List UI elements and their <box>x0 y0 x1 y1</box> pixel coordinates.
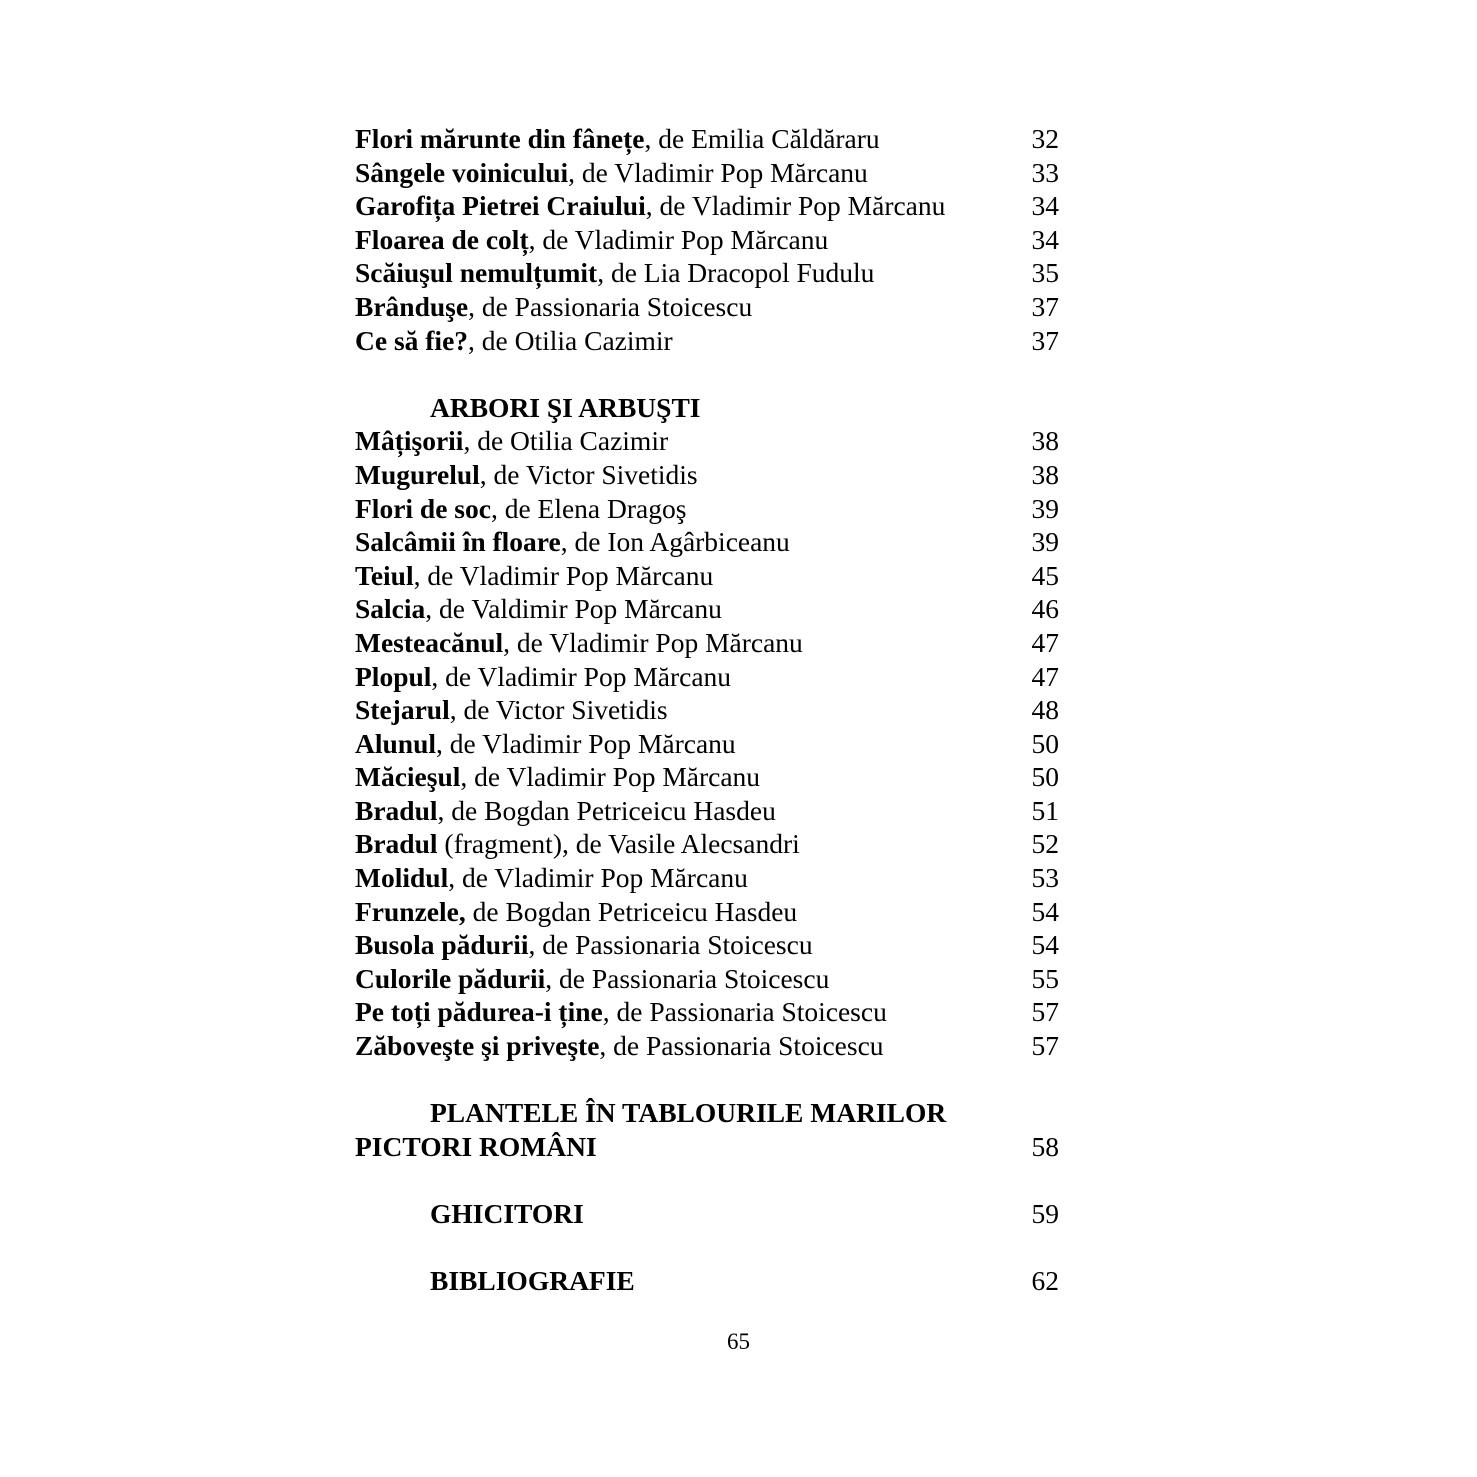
entry-page: 39 <box>1031 526 1059 558</box>
section-spacer <box>355 357 1059 391</box>
entry-author: , de Passionaria Stoicescu <box>602 996 887 1028</box>
entry-author: , de Vladimir Pop Mărcanu <box>436 727 736 759</box>
entry-title: Teiul <box>355 559 414 591</box>
section-heading-paintings-line2 <box>355 1130 1059 1164</box>
table-of-contents <box>355 122 1059 1298</box>
section-heading-trees <box>355 391 1059 425</box>
entry-page: 37 <box>1031 290 1059 322</box>
toc-entry <box>355 525 1059 559</box>
entry-author: , de Passionaria Stoicescu <box>468 290 753 322</box>
toc-entry <box>355 727 1059 761</box>
entry-title: Flori de soc <box>355 492 491 524</box>
section-heading-text: PICTORI ROMÂNI <box>355 1130 597 1162</box>
toc-entry <box>355 458 1059 492</box>
entry-title: Scăiuşul nemulțumit <box>355 257 598 289</box>
entry-author: , de Passionaria Stoicescu <box>545 962 830 994</box>
entry-page: 54 <box>1031 929 1059 961</box>
section-heading-text: PLANTELE ÎN TABLOURILE MARILOR <box>430 1097 947 1129</box>
entry-title: Mâțişorii <box>355 425 464 457</box>
toc-entry <box>355 424 1059 458</box>
entry-author: , de Vladimir Pop Mărcanu <box>503 626 803 658</box>
entry-page: 34 <box>1031 223 1059 255</box>
page-number: 65 <box>727 1329 750 1354</box>
toc-entry <box>355 324 1059 358</box>
section-heading-bibliography <box>355 1264 1059 1298</box>
entry-page: 46 <box>1031 593 1059 625</box>
toc-entry <box>355 760 1059 794</box>
toc-entry <box>355 290 1059 324</box>
entry-page: 48 <box>1031 694 1059 726</box>
entry-author: , de Lia Dracopol Fudulu <box>597 257 875 289</box>
section-trees-list <box>355 424 1059 1062</box>
entry-title: Salcia <box>355 593 426 625</box>
entry-author: , de Elena Dragoş <box>490 492 687 524</box>
entry-page: 57 <box>1031 996 1059 1028</box>
toc-entry <box>355 626 1059 660</box>
toc-entry <box>355 492 1059 526</box>
toc-entry <box>355 559 1059 593</box>
toc-entry <box>355 660 1059 694</box>
section-spacer <box>355 1231 1059 1265</box>
section-heading-text: ARBORI ŞI ARBUŞTI <box>430 391 701 423</box>
toc-entry <box>355 928 1059 962</box>
entry-author: , de Vladimir Pop Mărcanu <box>448 862 748 894</box>
entry-title: Bradul <box>355 828 438 860</box>
entry-author: , de Ion Agârbiceanu <box>560 526 790 558</box>
entry-page: 62 <box>1031 1265 1059 1297</box>
toc-entry <box>355 962 1059 996</box>
entry-title: Zăboveşte şi priveşte <box>355 1030 600 1062</box>
entry-author: , de Victor Sivetidis <box>479 458 698 490</box>
entry-title: Măcieşul <box>355 761 461 793</box>
entry-page: 47 <box>1031 626 1059 658</box>
entry-page: 50 <box>1031 761 1059 793</box>
entry-page: 53 <box>1031 862 1059 894</box>
entry-title: Alunul <box>355 727 437 759</box>
toc-entry <box>355 693 1059 727</box>
entry-title: Mugurelul <box>355 458 480 490</box>
toc-entry <box>355 1029 1059 1063</box>
entry-author: (fragment), de Vasile Alecsandri <box>437 828 800 860</box>
entry-title: Culorile pădurii <box>355 962 546 994</box>
toc-entry <box>355 256 1059 290</box>
entry-title: Salcâmii în floare <box>355 526 561 558</box>
entry-title: Bradul <box>355 794 438 826</box>
entry-page: 52 <box>1031 828 1059 860</box>
entry-page: 35 <box>1031 257 1059 289</box>
toc-entry <box>355 995 1059 1029</box>
entry-page: 32 <box>1031 123 1059 154</box>
entry-author: , de Otilia Cazimir <box>463 425 669 457</box>
entry-title: Stejarul <box>355 694 450 726</box>
entry-title: Molidul <box>355 862 449 894</box>
entry-title: Mesteacănul <box>355 626 504 658</box>
entry-title: Ce să fie? <box>355 324 469 356</box>
entry-author: , de Vladimir Pop Mărcanu <box>413 559 714 591</box>
entry-author: , de Vladimir Pop Mărcanu <box>568 156 868 188</box>
entry-page: 38 <box>1031 425 1059 457</box>
entry-page: 50 <box>1031 727 1059 759</box>
entry-page: 33 <box>1031 156 1059 188</box>
entry-author: , de Passionaria Stoicescu <box>528 929 813 961</box>
entry-page: 55 <box>1031 962 1059 994</box>
entry-author: , de Otilia Cazimir <box>468 324 673 356</box>
entry-page: 37 <box>1031 324 1059 356</box>
entry-author: , de Vladimir Pop Mărcanu <box>528 223 829 255</box>
entry-page: 59 <box>1031 1198 1059 1229</box>
section-heading-text: GHICITORI <box>430 1198 584 1229</box>
entry-title: Busola pădurii <box>355 929 529 961</box>
entry-author: , de Passionaria Stoicescu <box>599 1030 884 1062</box>
entry-title: Brânduşe <box>355 290 469 322</box>
entry-author: , de Vladimir Pop Mărcanu <box>431 660 732 692</box>
section-heading-riddles <box>355 1197 1059 1231</box>
entry-title: Frunzele, <box>355 895 466 927</box>
entry-title: Sângele voinicului <box>355 156 569 188</box>
entry-page: 57 <box>1031 1030 1059 1062</box>
toc-entry <box>355 861 1059 895</box>
toc-entry <box>355 122 1059 156</box>
entry-author: , de Vladimir Pop Mărcanu <box>645 190 946 222</box>
section-spacer <box>355 1063 1059 1097</box>
toc-entry <box>355 189 1059 223</box>
toc-entry <box>355 592 1059 626</box>
entry-page: 39 <box>1031 492 1059 524</box>
section-spacer <box>355 1163 1059 1197</box>
entry-title: Floarea de colț <box>355 223 529 255</box>
entry-author: , de Valdimir Pop Mărcanu <box>425 593 722 625</box>
entry-title: Pe toți pădurea-i ține <box>355 996 603 1028</box>
entry-title: Plopul <box>355 660 432 692</box>
section-flowers-list <box>355 122 1059 357</box>
toc-entry <box>355 895 1059 929</box>
entry-title: Garofița Pietrei Craiului <box>355 190 646 222</box>
entry-author: , de Victor Sivetidis <box>449 694 668 726</box>
entry-author: de Bogdan Petriceicu Hasdeu <box>465 895 798 927</box>
section-heading-text: BIBLIOGRAFIE <box>430 1265 635 1297</box>
toc-entry <box>355 156 1059 190</box>
entry-page: 47 <box>1031 660 1059 692</box>
toc-entry <box>355 794 1059 828</box>
section-heading-paintings <box>355 1096 1059 1130</box>
toc-entry <box>355 223 1059 257</box>
entry-page: 58 <box>1031 1130 1059 1162</box>
toc-entry <box>355 827 1059 861</box>
entry-title: Flori mărunte din fânețe <box>355 123 645 154</box>
entry-author: , de Bogdan Petriceicu Hasdeu <box>437 794 776 826</box>
entry-page: 54 <box>1031 895 1059 927</box>
entry-author: , de Vladimir Pop Mărcanu <box>460 761 761 793</box>
entry-page: 45 <box>1031 559 1059 591</box>
entry-author: , de Emilia Căldăraru <box>644 123 880 154</box>
entry-page: 34 <box>1031 190 1059 222</box>
entry-page: 51 <box>1031 794 1059 826</box>
entry-page: 38 <box>1031 458 1059 490</box>
